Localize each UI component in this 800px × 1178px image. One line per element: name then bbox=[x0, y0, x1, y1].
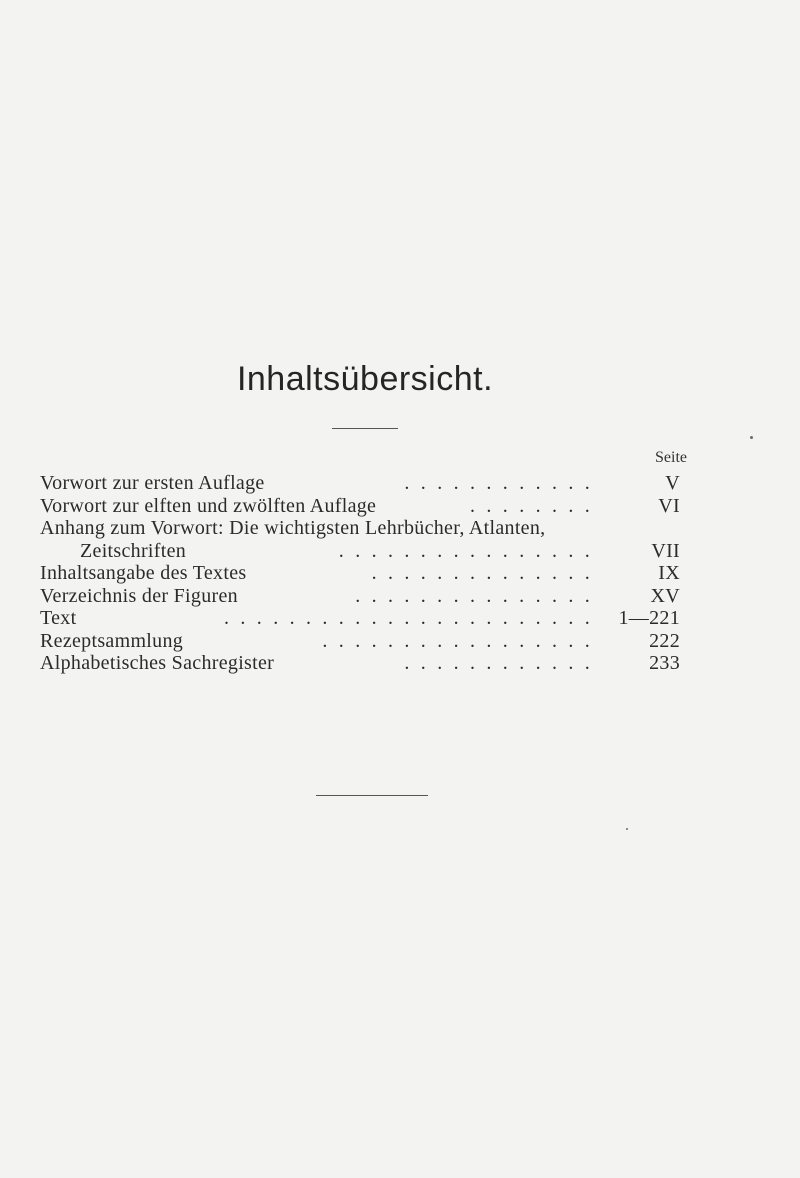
toc-entry bbox=[40, 652, 680, 675]
toc-entry-page: VI bbox=[658, 494, 680, 517]
toc-leader-dots: . . . . . . . . . . . . . . . . . bbox=[322, 629, 593, 652]
toc-entry-page: IX bbox=[658, 562, 680, 584]
toc-entry bbox=[40, 630, 680, 653]
title-divider bbox=[332, 428, 398, 429]
toc-entry-title: Alphabetisches Sachregister bbox=[40, 652, 275, 674]
paper-speck bbox=[750, 436, 753, 439]
toc-entry-title: Vorwort zur elften und zwölften Auflage bbox=[40, 494, 377, 517]
toc-entry-title: Rezeptsammlung bbox=[40, 629, 184, 652]
toc-entry bbox=[40, 540, 680, 563]
toc-entry bbox=[40, 607, 680, 630]
toc-leader-dots: . . . . . . . . . . . . . . . . bbox=[338, 539, 593, 562]
toc-entry-title: Inhaltsangabe des Textes bbox=[40, 562, 247, 584]
toc-entry-page: XV bbox=[650, 584, 680, 607]
toc-entry-page: V bbox=[665, 472, 680, 494]
toc-entry-page: VII bbox=[651, 539, 680, 562]
toc-entry-title: Verzeichnis der Figuren bbox=[40, 584, 238, 607]
toc-entry-page: 1—221 bbox=[618, 607, 680, 629]
toc-entry-title: Zeitschriften bbox=[80, 539, 187, 562]
toc-entry bbox=[40, 562, 680, 585]
toc-leader-dots: . . . . . . . . . . . . bbox=[404, 652, 593, 674]
toc-entry bbox=[40, 517, 680, 540]
toc-leader-dots: . . . . . . . . . . . . . . . bbox=[355, 584, 593, 607]
toc-entry-page: 233 bbox=[649, 652, 680, 674]
toc-entry-title: Text bbox=[40, 607, 77, 629]
toc-entry-page: 222 bbox=[649, 629, 680, 652]
page-column-label: Seite bbox=[655, 449, 687, 466]
toc-entry bbox=[40, 472, 680, 495]
toc-leader-dots: . . . . . . . . bbox=[470, 494, 593, 517]
toc-entry-title: Vorwort zur ersten Auflage bbox=[40, 472, 265, 494]
toc-entry bbox=[40, 495, 680, 518]
toc-leader-dots: . . . . . . . . . . . . . . bbox=[371, 562, 593, 584]
toc-entry-title: Anhang zum Vorwort: Die wichtigsten Lehrbücher, Atlanten, bbox=[40, 517, 546, 539]
toc-leader-dots: . . . . . . . . . . . . . . . . . . . . . . . bbox=[224, 607, 593, 629]
paper-speck bbox=[626, 828, 628, 830]
toc-leader-dots: . . . . . . . . . . . . bbox=[404, 472, 593, 494]
page-title: Inhaltsübersicht. bbox=[236, 360, 494, 398]
bottom-divider bbox=[316, 795, 428, 796]
toc-entry bbox=[40, 585, 680, 608]
table-of-contents bbox=[40, 472, 680, 675]
